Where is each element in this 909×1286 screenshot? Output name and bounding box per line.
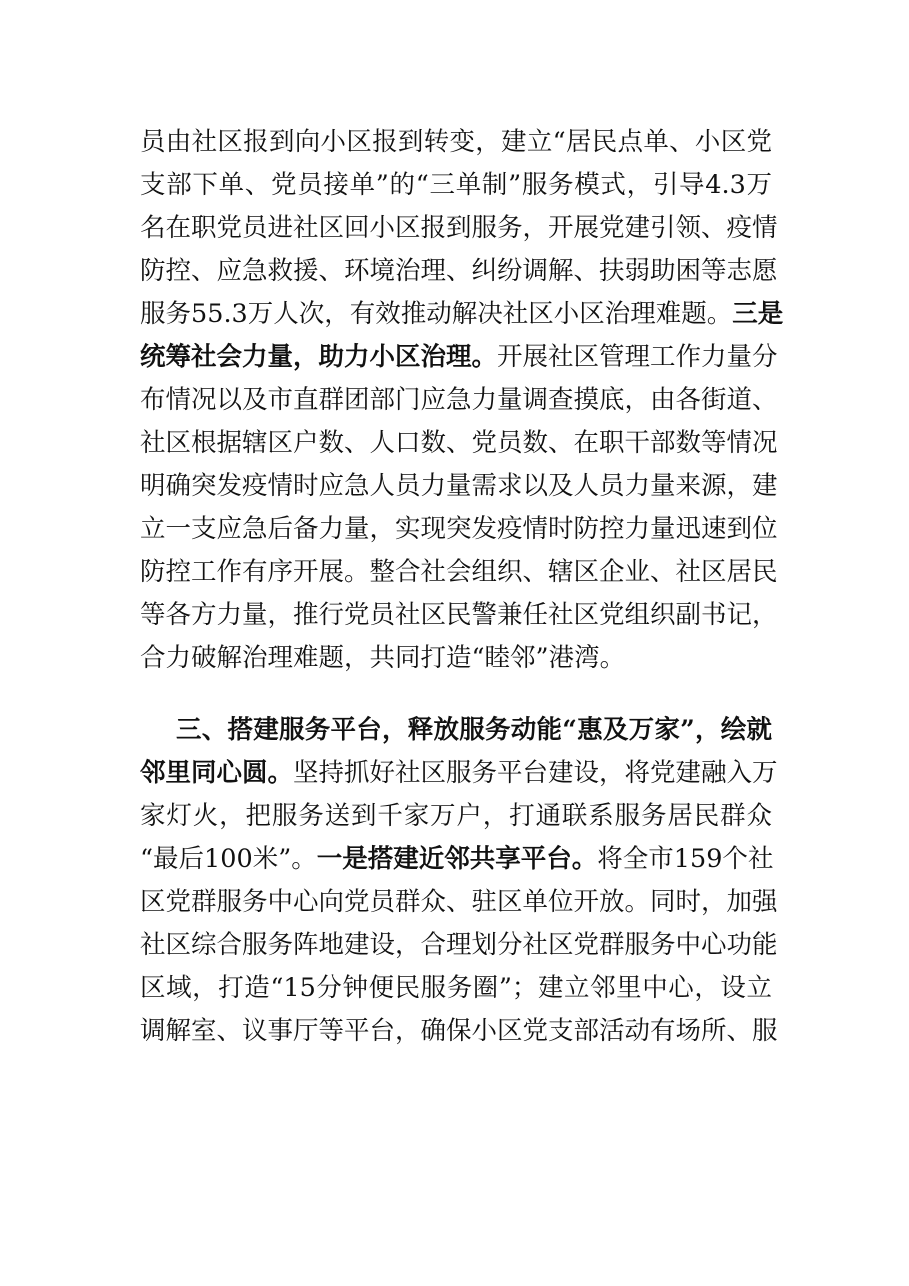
p1-line-4: 防控、应急救援、环境治理、纠纷调解、扶弱助困等志愿	[140, 256, 778, 286]
p1-line-8: 社区根据辖区户数、人口数、党员数、在职干部数等情况	[140, 428, 778, 458]
p2-line-6: 社区综合服务阵地建设，合理划分社区党群服务中心功能	[140, 930, 778, 960]
p2-line-2: 邻里同心圆。坚持抓好社区服务平台建设，将党建融入万	[140, 758, 778, 788]
p1-line-1: 员由社区报到向小区报到转变，建立“居民点单、小区党	[140, 127, 772, 157]
p1-line-12: 等各方力量，推行党员社区民警兼任社区党组织副书记，	[140, 600, 778, 630]
p1-line-10: 立一支应急后备力量，实现突发疫情时防控力量迅速到位	[140, 514, 778, 544]
p2-line-1: 三、搭建服务平台，释放服务动能“惠及万家”，绘就	[176, 715, 772, 745]
p2-line-8: 调解室、议事厅等平台，确保小区党支部活动有场所、服	[140, 1016, 778, 1046]
p1-line-2: 支部下单、党员接单”的“三单制”服务模式，引导4.3万	[140, 170, 772, 200]
p2-line-7: 区域，打造“15分钟便民服务圈”；建立邻里中心，设立	[140, 973, 772, 1003]
p2-line-4: “最后100米”。一是搭建近邻共享平台。将全市159个社	[140, 844, 774, 874]
p2-line-5: 区党群服务中心向党员群众、驻区单位开放。同时，加强	[140, 887, 778, 917]
p1-line-7: 布情况以及市直群团部门应急力量调查摸底，由各街道、	[140, 385, 778, 415]
p2-line-3: 家灯火，把服务送到千家万户，打通联系服务居民群众	[140, 801, 772, 831]
p1-line-11: 防控工作有序开展。整合社会组织、辖区企业、社区居民	[140, 557, 778, 587]
p1-line-13: 合力破解治理难题，共同打造“睦邻”港湾。	[140, 643, 626, 673]
p1-line-3: 名在职党员进社区回小区报到服务，开展党建引领、疫情	[140, 213, 778, 243]
p1-line-6: 统筹社会力量，助力小区治理。开展社区管理工作力量分	[140, 342, 778, 372]
p1-line-9: 明确突发疫情时应急人员力量需求以及人员力量来源，建	[140, 471, 778, 501]
p1-line-5: 服务55.3万人次，有效推动解决社区小区治理难题。三是	[140, 299, 784, 329]
